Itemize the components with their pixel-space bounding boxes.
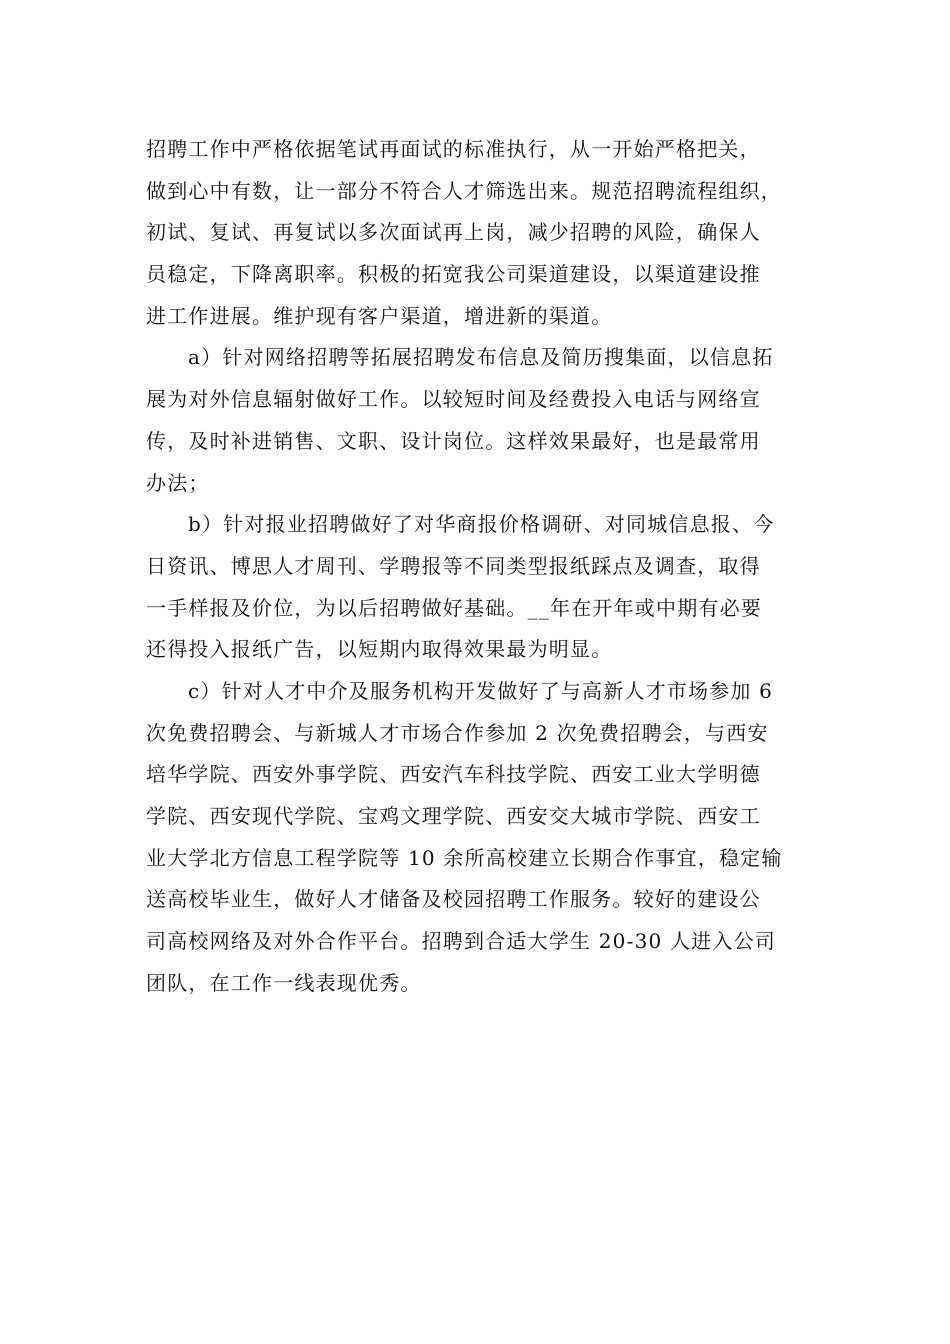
- text-line: 一手样报及价位，为以后招聘做好基础。__年在开年或中期有必要: [146, 595, 762, 620]
- text-line: 初试、复试、再复试以多次面试再上岗，减少招聘的风险，确保人: [146, 220, 761, 245]
- text-line: c）针对人才中介及服务机构开发做好了与高新人才市场参加 6: [188, 678, 774, 703]
- text-line: 日资讯、博思人才周刊、学聘报等不同类型报纸踩点及调查，取得: [146, 553, 761, 578]
- text-line: 展为对外信息辐射做好工作。以较短时间及经费投入电话与网络宣: [146, 387, 761, 412]
- text-line: 传，及时补进销售、文职、设计岗位。这样效果最好，也是最常用: [146, 428, 761, 453]
- text-line: 进工作进展。维护现有客户渠道，增进新的渠道。: [146, 303, 613, 328]
- paragraph-item-c: [146, 671, 806, 1005]
- text-line: a）针对网络招聘等拓展招聘发布信息及简历搜集面，以信息拓: [188, 345, 774, 370]
- paragraph-item-b: [146, 504, 806, 671]
- document-body: [146, 129, 806, 1004]
- text-line: 培华学院、西安外事学院、西安汽车科技学院、西安工业大学明德: [146, 762, 761, 787]
- text-line: 学院、西安现代学院、宝鸡文理学院、西安交大城市学院、西安工: [146, 804, 761, 828]
- text-line: 办法；: [146, 470, 210, 495]
- text-line: 做到心中有数，让一部分不符合人才筛选出来。规范招聘流程组织，: [146, 178, 782, 203]
- text-line: 送高校毕业生，做好人才储备及校园招聘工作服务。较好的建设公: [146, 887, 761, 912]
- text-line: 员稳定，下降离职率。积极的拓宽我公司渠道建设，以渠道建设推: [146, 262, 761, 287]
- text-line: 业大学北方信息工程学院等 10 余所高校建立长期合作事宜，稳定输: [146, 845, 783, 870]
- text-line: 招聘工作中严格依据笔试再面试的标准执行，从一开始严格把关，: [146, 137, 761, 161]
- text-line: 司高校网络及对外合作平台。招聘到合适大学生 20-30 人进入公司: [146, 929, 776, 954]
- text-line: 还得投入报纸广告，以短期内取得效果最为明显。: [146, 637, 613, 662]
- paragraph-item-a: [146, 337, 806, 504]
- text-line: b）针对报业招聘做好了对华商报价格调研、对同城信息报、今: [188, 512, 775, 537]
- text-line: 团队，在工作一线表现优秀。: [146, 970, 422, 995]
- text-line: 次免费招聘会、与新城人才市场合作参加 2 次免费招聘会，与西安: [146, 720, 769, 745]
- paragraph-recruitment-process: [146, 129, 806, 337]
